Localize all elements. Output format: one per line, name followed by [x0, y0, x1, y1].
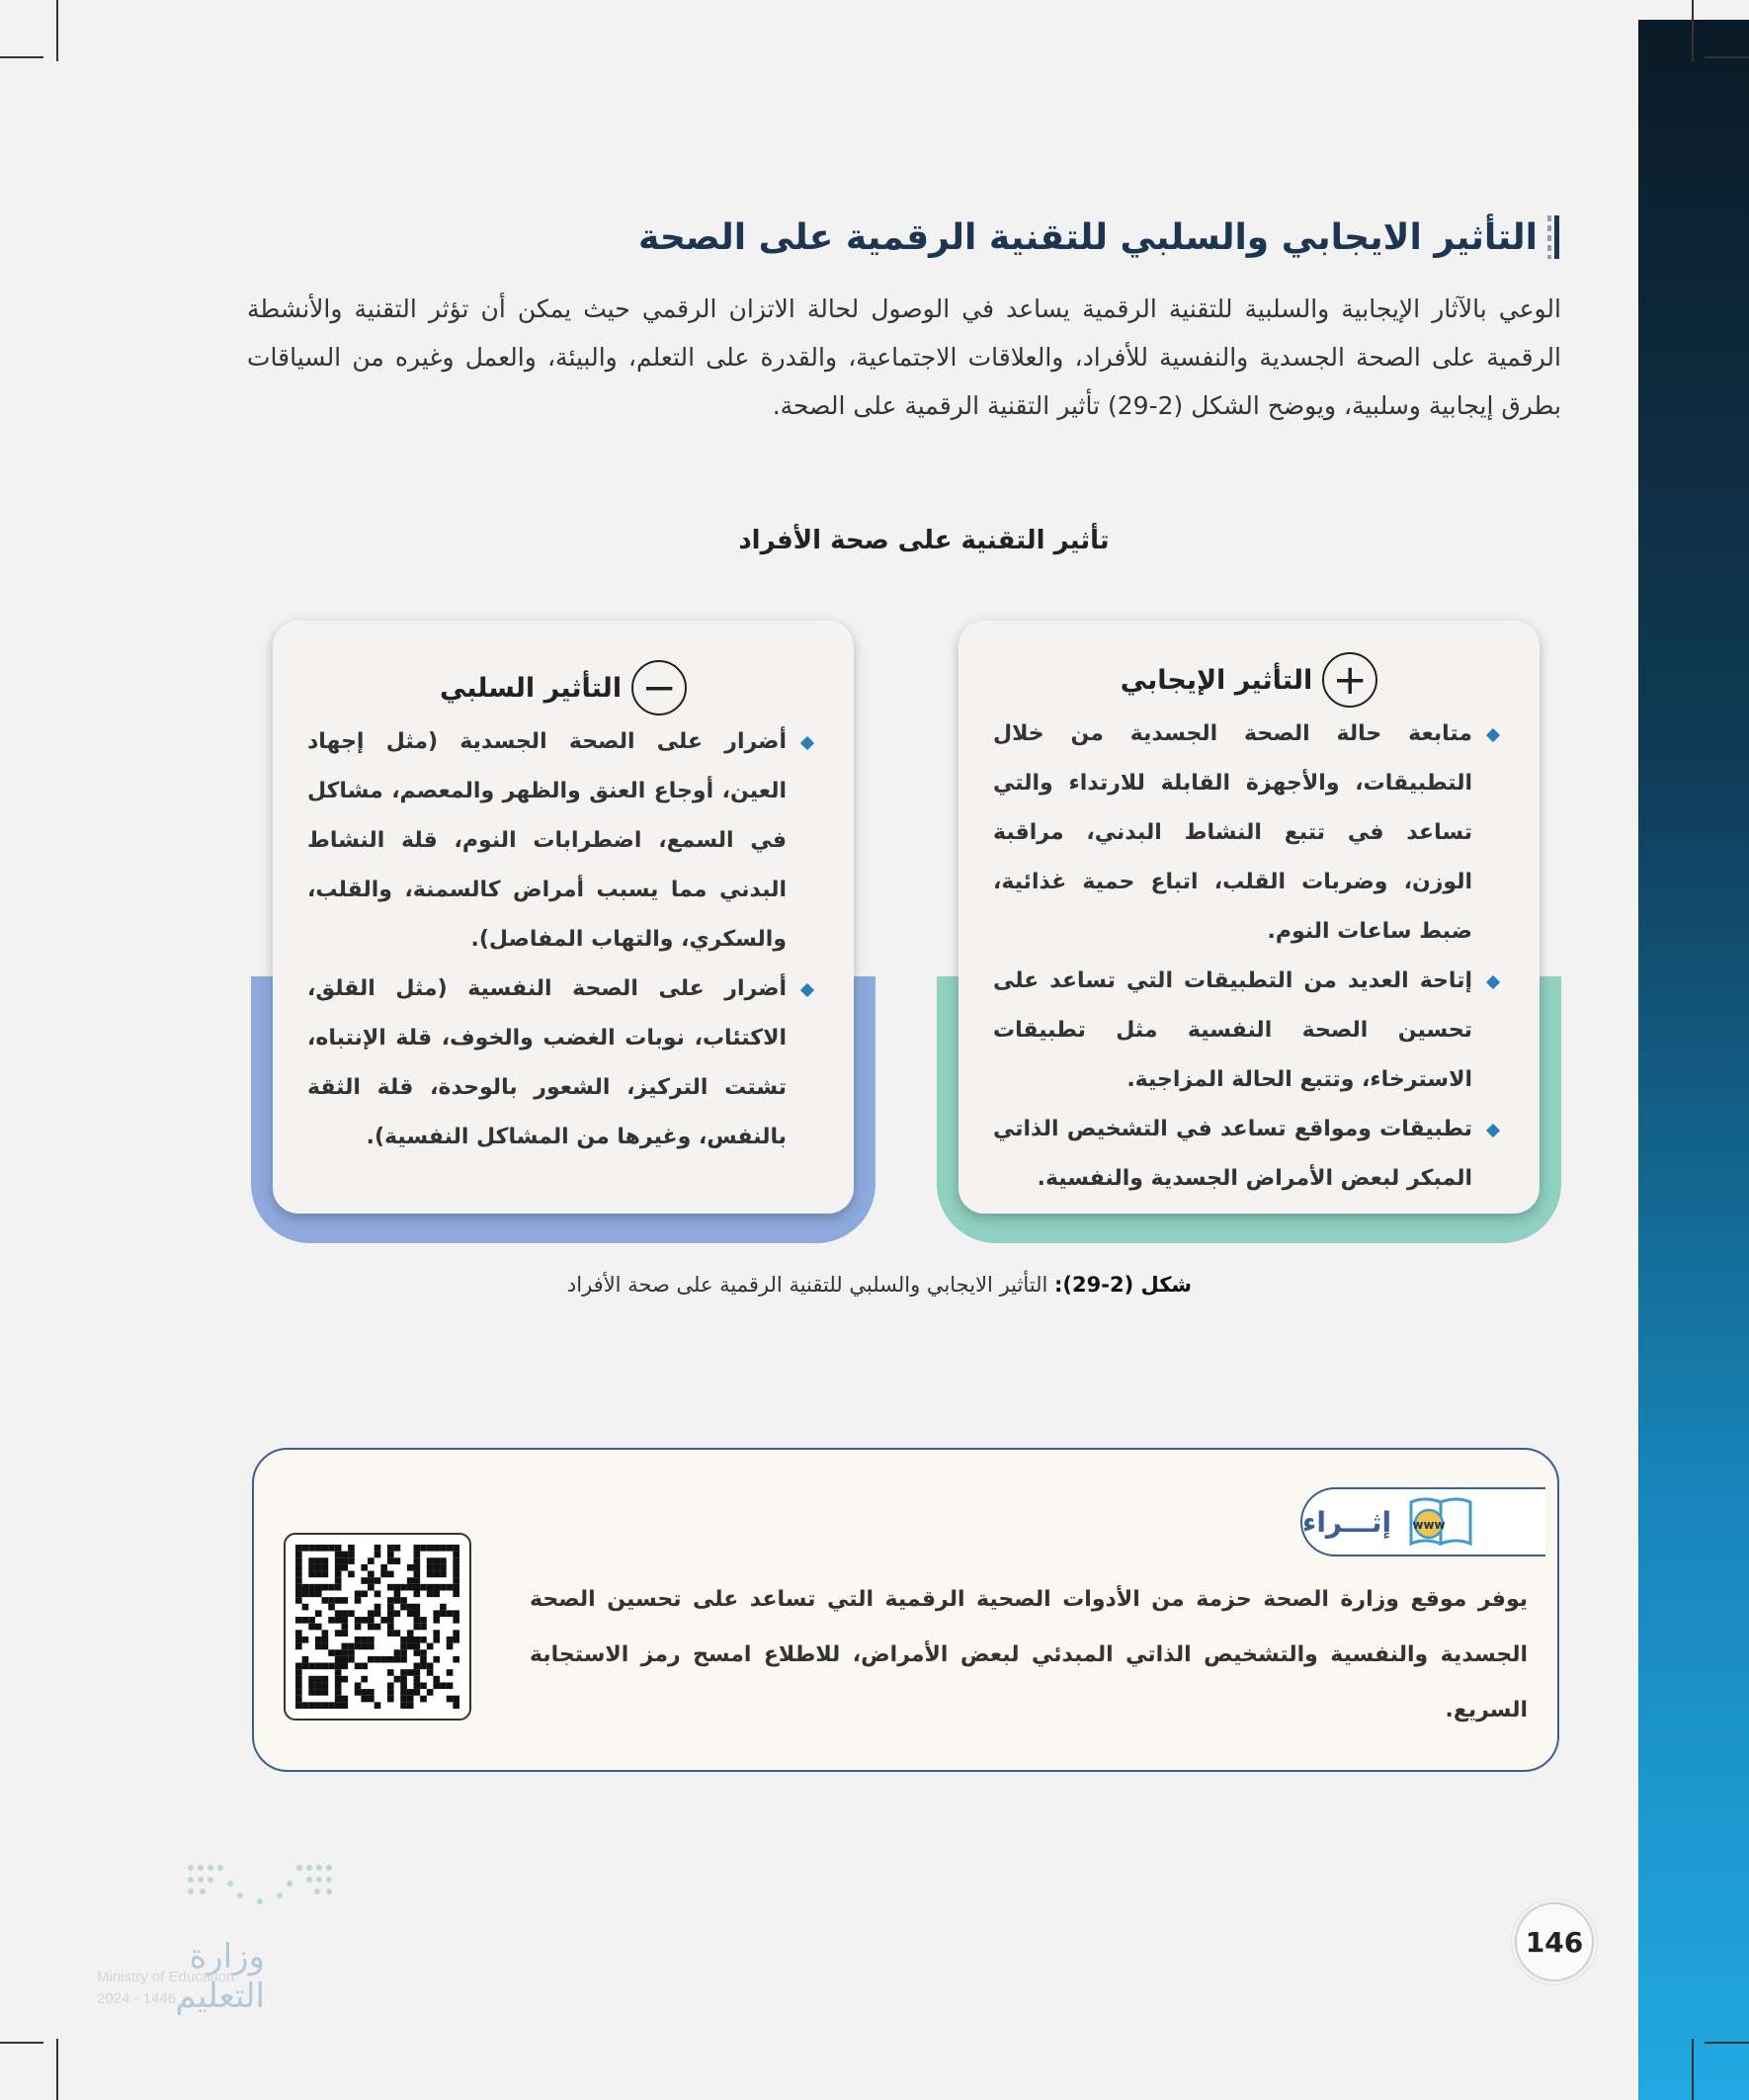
list-item: تطبيقات ومواقع تساعد في التشخيص الذاتي المبكر لبعض الأمراض الجسدية والنفسية.: [993, 1105, 1500, 1204]
caption-text: التأثير الايجابي والسلبي للتقنية الرقمية على صحة الأفراد: [566, 1273, 1054, 1297]
ministry-name-ar: وزارة التعليم: [175, 1937, 265, 2016]
enrichment-box: [252, 1448, 1559, 1772]
qr-code[interactable]: [284, 1533, 471, 1721]
positive-heading: التأثير الإيجابي: [1120, 664, 1313, 696]
crop-mark: [1692, 2039, 1694, 2100]
ministry-logo: [97, 1858, 354, 2016]
list-item: أضرار على الصحة الجسدية (مثل إجهاد العين، أوجاع العنق والظهر والمعصم، مشاكل في السمع، اضطرابات النوم، قلة النشاط البدني مما يسبب أمراض كالسمنة، والقلب، والسكري، والتهاب المفاصل).: [307, 717, 814, 965]
minus-icon: −: [631, 660, 687, 715]
section-title: [638, 215, 1559, 259]
page-number: 146: [1515, 1902, 1594, 1981]
crop-mark: [0, 2042, 43, 2044]
www-book-icon: [1405, 1494, 1476, 1550]
negative-card-header: [273, 660, 854, 715]
crop-mark: [1705, 2042, 1749, 2044]
ministry-dots-icon: [181, 1858, 359, 1927]
side-color-band: [1638, 20, 1749, 2100]
list-item: متابعة حالة الصحة الجسدية من خلال التطبيقات، والأجهزة القابلة للارتداء والتي تساعد في تتبع النشاط البدني، مراقبة الوزن، وضربات القلب، اتباع حمية غذائية، ضبط ساعات النوم.: [993, 710, 1500, 957]
caption-label: شكل (2-29):: [1053, 1273, 1193, 1297]
crop-mark: [56, 2039, 58, 2100]
list-item: أضرار على الصحة النفسية (مثل القلق، الاكتئاب، نوبات الغضب والخوف، قلة الإنتباه، تشتت التركيز، الشعور بالوحدة، قلة الثقة بالنفس، وغيرها من المشاكل النفسية).: [307, 965, 814, 1162]
crop-mark: [56, 0, 58, 61]
ministry-name-en: Ministry of Education: [97, 1969, 235, 1985]
qr-code-image: [295, 1545, 459, 1709]
crop-mark: [1692, 0, 1694, 61]
title-bar-icon: [1547, 215, 1559, 259]
enrichment-text: يوفر موقع وزارة الصحة حزمة من الأدوات الصحية الرقمية التي تساعد على تحسين الصحة الجسدية والنفسية والتشخيص الذاتي المبدئي لبعض الأمراض، للاطلاع امسح رمز الاستجابة السريع.: [530, 1587, 1528, 1722]
positive-card-header: [958, 652, 1540, 708]
enrichment-label: إثـــراء: [1302, 1505, 1392, 1539]
figure-title: تأثير التقنية على صحة الأفراد: [738, 526, 1110, 555]
ministry-year: 2024 - 1446: [97, 1990, 177, 2007]
figure-caption: [435, 1273, 1324, 1297]
enrichment-tab: [1300, 1487, 1545, 1556]
positive-list: [993, 710, 1500, 1204]
list-item: إتاحة العديد من التطبيقات التي تساعد على تحسين الصحة النفسية مثل تطبيقات الاسترخاء، وتتبع الحالة المزاجية.: [993, 957, 1500, 1105]
section-title-text: التأثير الايجابي والسلبي للتقنية الرقمية على الصحة: [638, 216, 1538, 258]
crop-mark: [1705, 56, 1749, 58]
positive-card-body: [958, 621, 1540, 1214]
positive-impact-card: [937, 621, 1561, 1243]
www-icon-text: www: [1412, 1518, 1446, 1532]
crop-mark: [0, 56, 43, 58]
plus-icon: +: [1322, 652, 1377, 708]
negative-impact-card: [251, 621, 875, 1243]
intro-paragraph: الوعي بالآثار الإيجابية والسلبية للتقنية الرقمية يساعد في الوصول لحالة الاتزان الرقمي حيث يمكن أن تؤثر التقنية والأنشطة الرقمية على الصحة الجسدية والنفسية للأفراد، والعلاقات الاجتماعية، والقدرة على التعلم، والبيئة، والعمل وغيره من السياقات بطرق إيجابية وسلبية، ويوضح الشكل (2-29) تأثير التقنية الرقمية على الصحة.: [247, 294, 1561, 420]
negative-heading: التأثير السلبي: [439, 672, 623, 704]
negative-list: [307, 717, 814, 1162]
negative-card-body: [273, 621, 854, 1214]
